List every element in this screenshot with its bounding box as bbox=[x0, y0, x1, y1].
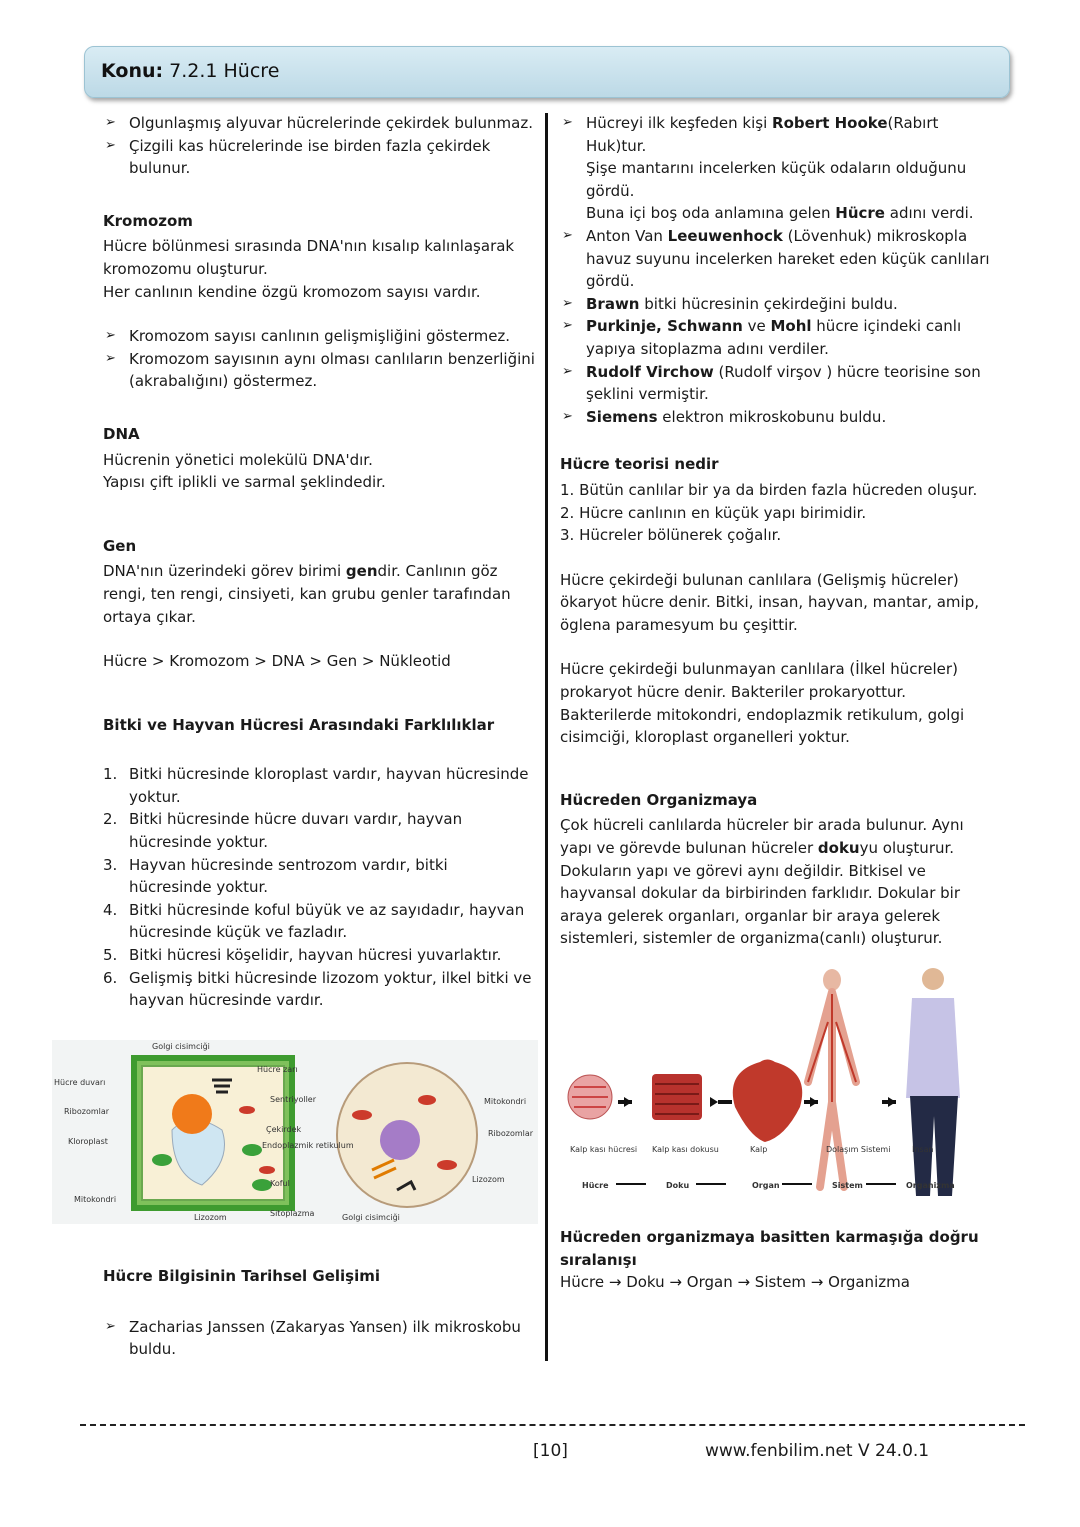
hooke-detail-2: Buna içi boş oda anlamına gelen Hücre adını verdi. bbox=[586, 204, 974, 223]
chloroplast bbox=[242, 1144, 262, 1156]
gen-paragraph: DNA'nın üzerindeki görev birimi gendir. Canlının göz rengi, ten rengi, cinsiyeti, kan grubu genler tarafından ortaya çıkar. bbox=[103, 562, 511, 626]
organism-paragraph: Çok hücreli canlılarda hücreler bir arada bulunur. Aynı yapı ve görevde bulunan hücreler dokuyu oluşturur. Dokuların yapı ve görevi aynı değildir. Bitkisel ve hayvansal dokular da birbirinden farklıdır. Dokular bir araya gelerek organları, organlar bir araya gelerek sistemleri, sistemler de organizma(canlı) oluşturur. bbox=[560, 816, 964, 948]
org-label-organism: Organizma bbox=[906, 1181, 955, 1190]
label-er: Endoplazmik retikulum bbox=[262, 1141, 354, 1150]
arrow-bullet-icon: ➢ bbox=[105, 350, 116, 366]
arrow-bullet-icon: ➢ bbox=[105, 1318, 116, 1334]
topic-title bbox=[101, 60, 279, 82]
plant-animal-cell-figure bbox=[52, 1040, 538, 1224]
page-number: [10] bbox=[533, 1441, 568, 1461]
list-item: 5. Bitki hücresi köşelidir, hayvan hücresi yuvarlaktır. bbox=[103, 946, 502, 965]
list-item: ➢ Anton Van Leeuwenhock (Lövenhuk) mikroskopla havuz suyunu incelerken hareket eden küçük canlıları gördü. bbox=[562, 226, 990, 291]
list-item: ➢ Zacharias Janssen (Zakaryas Yansen) ilk mikroskobu buldu. bbox=[105, 1317, 521, 1359]
prokaryote-paragraph: Hücre çekirdeği bulunmayan canlılara (İlkel hücreler) prokaryot hücre denir. Bakteriler prokaryottur. Bakterilerde mitokondri, endoplazmik retikulum, golgi cisimciği, kloroplast organelleri yoktur. bbox=[560, 660, 965, 747]
label-nucleus: Çekirdek bbox=[266, 1125, 302, 1134]
label-lysosome: Lizozom bbox=[194, 1213, 227, 1222]
label-vacuole: Koful bbox=[270, 1179, 290, 1188]
org-label-tissue: Doku bbox=[666, 1181, 690, 1190]
mitochondrion bbox=[352, 1110, 372, 1120]
org-label-tissue-top: Kalp kası dokusu bbox=[652, 1145, 719, 1154]
arrow-bullet-icon: ➢ bbox=[562, 318, 573, 334]
arrow-bullet-icon: ➢ bbox=[105, 328, 116, 344]
mitochondrion bbox=[239, 1106, 255, 1114]
list-item: 1. Bitki hücresinde kloroplast vardır, hayvan hücresinde yoktur. bbox=[103, 765, 529, 806]
list-item: 6. Gelişmiş bitki hücresinde lizozom yoktur, ilkel bitki ve hayvan hücresinde vardır. bbox=[103, 968, 532, 1010]
kromozom-heading: Kromozom bbox=[103, 211, 193, 230]
gen-heading: Gen bbox=[103, 536, 137, 555]
label-golgi-2: Golgi cisimciği bbox=[342, 1213, 400, 1222]
list-item: ➢ Çizgili kas hücrelerinde ise birden fazla çekirdek bulunur. bbox=[105, 136, 491, 178]
history-heading: Hücre Bilgisinin Tarihsel Gelişimi bbox=[103, 1267, 381, 1285]
organism-diagram bbox=[560, 962, 980, 1202]
org-label-system-top: Dolaşım Sistemi bbox=[826, 1145, 891, 1154]
history-section bbox=[103, 1265, 535, 1361]
order-section bbox=[560, 1226, 990, 1294]
animal-nucleus bbox=[380, 1120, 420, 1160]
topic-header bbox=[84, 46, 1010, 98]
label-mitochondria: Mitokondri bbox=[74, 1195, 117, 1204]
label-lysosome-2: Lizozom bbox=[472, 1175, 505, 1184]
org-label-human-top: İnsan bbox=[912, 1145, 934, 1154]
topic-name: 7.2.1 Hücre bbox=[169, 60, 280, 82]
heart bbox=[733, 1060, 802, 1143]
chloroplast bbox=[152, 1154, 172, 1166]
column-divider bbox=[545, 113, 548, 1361]
list-item: 3. Hücreler bölünerek çoğalır. bbox=[560, 526, 782, 545]
label-membrane: Hücre zarı bbox=[257, 1065, 298, 1074]
organism-heading: Hücreden Organizmaya bbox=[560, 790, 758, 809]
label-ribosomes: Ribozomlar bbox=[64, 1107, 110, 1116]
arrow-bullet-icon: ➢ bbox=[562, 363, 573, 379]
list-item: ➢ Rudolf Virchow (Rudolf virşov ) hücre teorisine son şeklini vermiştir. bbox=[562, 362, 981, 404]
footer-divider bbox=[80, 1424, 1025, 1426]
list-item: 1. Bütün canlılar bir ya da birden fazla hücreden oluşur. bbox=[560, 480, 978, 499]
list-item: ➢ Purkinje, Schwann ve Mohl hücre içindeki canlı yapıya sitoplazma adını verdiler. bbox=[562, 317, 962, 358]
list-item: ➢ Kromozom sayısı canlının gelişmişliğini göstermez. bbox=[103, 325, 535, 348]
label-centrioles: Sentriyoller bbox=[270, 1095, 317, 1104]
plant-nucleus bbox=[172, 1094, 212, 1134]
list-item: ➢ Hücreyi ilk keşfeden kişi Robert Hooke(Rabırt Huk)tur. bbox=[562, 114, 939, 155]
chloroplast bbox=[252, 1179, 272, 1191]
list-item: ➢ Siemens elektron mikroskobunu buldu. bbox=[560, 406, 990, 429]
dna-paragraph: Hücrenin yönetici molekülü DNA'dır. bbox=[103, 450, 373, 469]
topic-prefix: Konu: bbox=[101, 60, 164, 82]
arrow-bullet-icon: ➢ bbox=[562, 227, 573, 243]
label-cytoplasm: Sitoplazma bbox=[270, 1209, 315, 1218]
kromozom-paragraph-2: Her canlının kendine özgü kromozom sayısı vardır. bbox=[103, 282, 481, 301]
org-label-organ: Organ bbox=[752, 1181, 780, 1190]
cell-to-organism-figure bbox=[560, 962, 980, 1202]
human-head bbox=[922, 968, 944, 990]
label-cell-wall: Hücre duvarı bbox=[54, 1078, 106, 1087]
site-url: www.fenbilim.net V 24.0.1 bbox=[705, 1441, 930, 1461]
org-label-cell: Hücre bbox=[582, 1181, 609, 1190]
arrow-bullet-icon: ➢ bbox=[105, 137, 116, 153]
right-column bbox=[560, 112, 990, 950]
dna-heading: DNA bbox=[103, 424, 140, 443]
left-column bbox=[103, 112, 535, 1012]
differences-heading: Bitki ve Hayvan Hücresi Arasındaki Farklılıklar bbox=[103, 715, 495, 734]
org-label-heart-top: Kalp bbox=[750, 1145, 768, 1154]
hooke-detail: Şişe mantarını incelerken küçük odaların olduğunu gördü. bbox=[586, 159, 967, 200]
list-item: ➢ Kromozom sayısının aynı olması canlıların benzerliğini (akrabalığını) göstermez. bbox=[105, 349, 535, 391]
list-item: ➢ Brawn bitki hücresinin çekirdeğini buldu. bbox=[560, 293, 990, 316]
order-chain: Hücre → Doku → Organ → Sistem → Organizma bbox=[560, 1273, 910, 1292]
kromozom-paragraph: Hücre bölünmesi sırasında DNA'nın kısalıp kalınlaşarak kromozomu oluşturur. bbox=[103, 237, 515, 278]
theory-heading: Hücre teorisi nedir bbox=[560, 455, 719, 474]
mitochondrion bbox=[437, 1160, 457, 1170]
label-chloroplast: Kloroplast bbox=[68, 1137, 108, 1146]
org-label-system: Sistem bbox=[832, 1181, 863, 1190]
arrow-bullet-icon: ➢ bbox=[562, 115, 573, 130]
arrow-bullet-icon: ➢ bbox=[562, 295, 573, 311]
list-item: 3. Hayvan hücresinde sentrozom vardır, bitki hücresinde yoktur. bbox=[103, 855, 448, 897]
arrow-bullet-icon: ➢ bbox=[105, 115, 116, 130]
mitochondrion bbox=[418, 1095, 436, 1105]
label-golgi: Golgi cisimciği bbox=[152, 1042, 210, 1051]
label-ribosomes-2: Ribozomlar bbox=[488, 1129, 534, 1138]
org-label-cell-top: Kalp kası hücresi bbox=[570, 1145, 638, 1154]
eukaryote-paragraph: Hücre çekirdeği bulunan canlılara (Gelişmiş hücreler) ökaryot hücre denir. Bitki, insan, hayvan, mantar, amip, öglena paramesyum bu çeşittir. bbox=[560, 570, 979, 634]
list-item: 4. Bitki hücresinde koful büyük ve az sayıdadır, hayvan hücresinde küçük ve fazladır. bbox=[103, 900, 525, 942]
order-heading: Hücreden organizmaya basitten karmaşığa doğru sıralanışı bbox=[560, 1228, 979, 1269]
circulatory-head bbox=[823, 969, 841, 991]
list-item: 2. Bitki hücresinde hücre duvarı vardır, hayvan hücresinde yoktur. bbox=[103, 810, 463, 852]
human-shirt bbox=[906, 998, 960, 1098]
dna-paragraph-2: Yapısı çift iplikli ve sarmal şeklindedir. bbox=[103, 473, 386, 492]
label-mitochondria-2: Mitokondri bbox=[484, 1097, 527, 1106]
arrow-bullet-icon: ➢ bbox=[562, 408, 573, 424]
list-item: 2. Hücre canlının en küçük yapı birimidir. bbox=[560, 503, 867, 522]
list-item: ➢ Olgunlaşmış alyuvar hücrelerinde çekirdek bulunmaz. bbox=[103, 112, 535, 135]
mitochondrion bbox=[259, 1166, 275, 1174]
hierarchy-line: Hücre > Kromozom > DNA > Gen > Nükleotid bbox=[103, 652, 451, 671]
cell-diagram bbox=[52, 1040, 538, 1224]
